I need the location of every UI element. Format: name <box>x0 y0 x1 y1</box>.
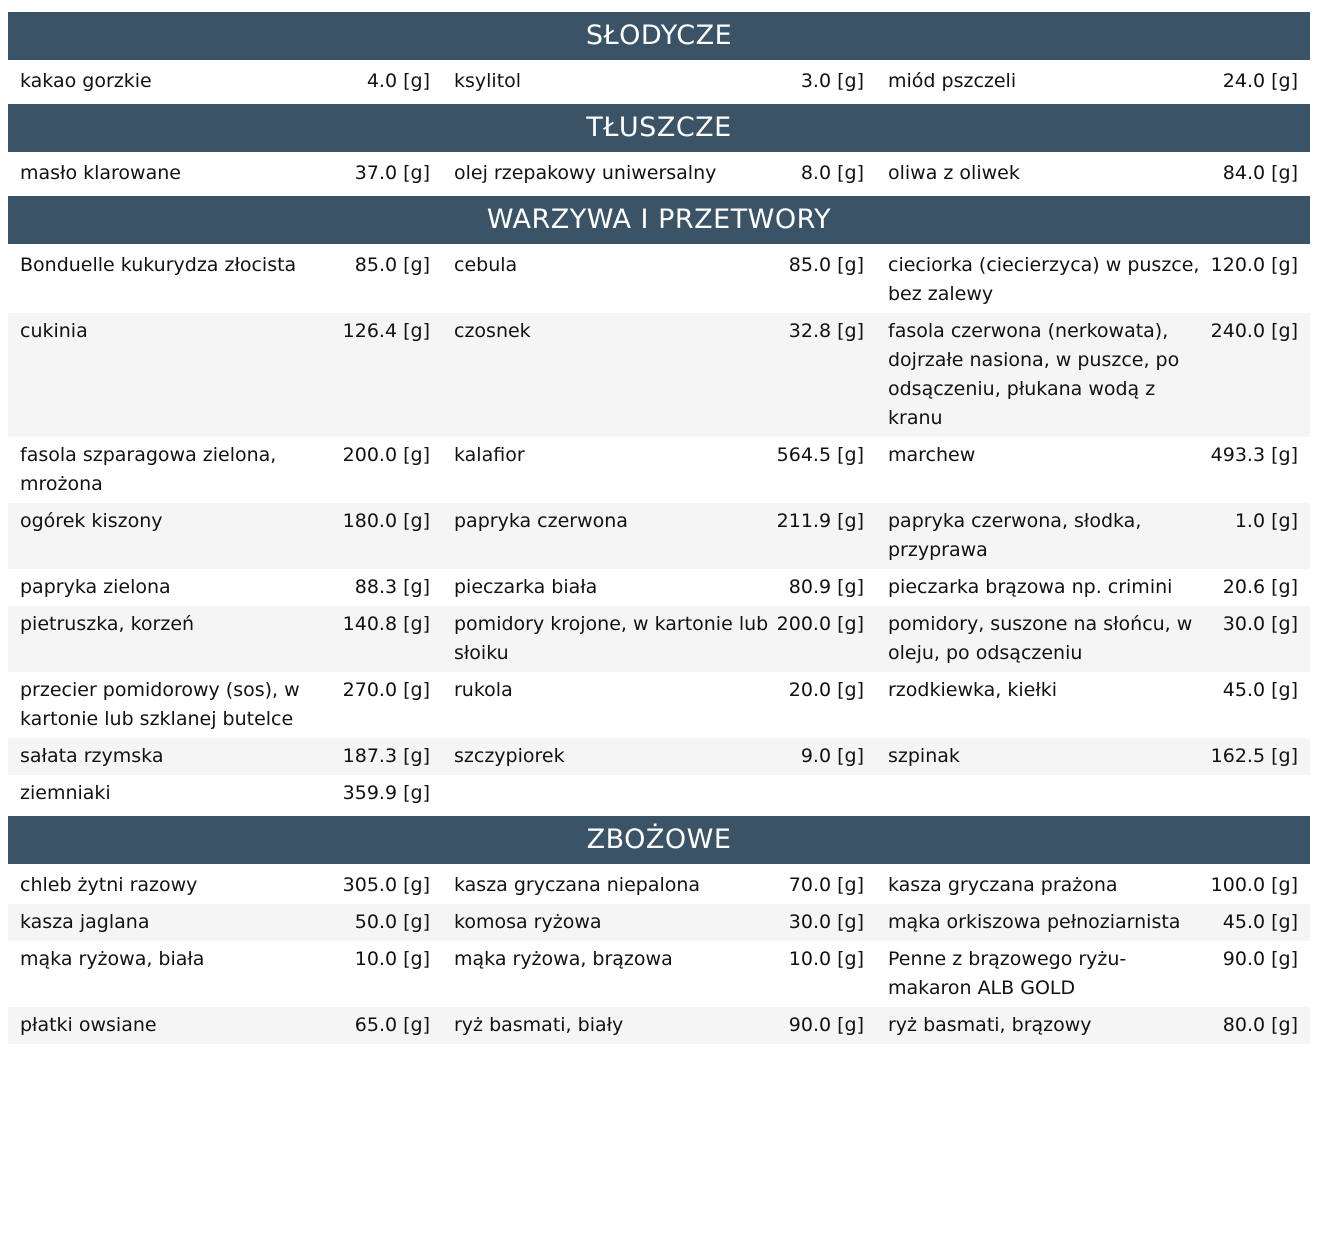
item-name: szczypiorek <box>454 745 565 767</box>
table-row <box>8 672 1310 738</box>
table-row <box>8 606 1310 672</box>
list-item <box>442 775 876 812</box>
table-row <box>8 503 1310 569</box>
item-name: mąka ryżowa, biała <box>20 948 205 970</box>
item-name: kakao gorzkie <box>20 70 152 92</box>
item-quantity: 240.0 [g] <box>1210 320 1298 342</box>
item-name: sałata rzymska <box>20 745 164 767</box>
list-item <box>442 60 876 100</box>
item-name: papryka czerwona <box>454 510 628 532</box>
item-name: cukinia <box>20 320 88 342</box>
list-item <box>442 244 876 313</box>
item-quantity: 85.0 [g] <box>788 254 864 276</box>
item-name: cieciorka (ciecierzyca) w puszce, bez zalewy <box>888 254 1200 305</box>
item-name: pietruszka, korzeń <box>20 613 195 635</box>
item-name: pomidory krojone, w kartonie lub słoiku <box>454 613 769 664</box>
item-name: chleb żytni razowy <box>20 874 198 896</box>
section-header: TŁUSZCZE <box>8 104 1310 152</box>
item-name: olej rzepakowy uniwersalny <box>454 162 717 184</box>
list-item <box>8 606 442 672</box>
list-item <box>876 503 1310 569</box>
table-row <box>8 569 1310 606</box>
item-name: szpinak <box>888 745 960 767</box>
table-row <box>8 941 1310 1007</box>
item-name: płatki owsiane <box>20 1014 157 1036</box>
list-item <box>442 738 876 775</box>
list-item <box>8 60 442 100</box>
item-name: pieczarka brązowa np. crimini <box>888 576 1173 598</box>
list-item <box>8 864 442 904</box>
list-item <box>442 606 876 672</box>
item-name: czosnek <box>454 320 531 342</box>
item-quantity: 45.0 [g] <box>1222 679 1298 701</box>
item-name: Bonduelle kukurydza złocista <box>20 254 297 276</box>
item-quantity: 187.3 [g] <box>342 745 430 767</box>
item-name: ryż basmati, brązowy <box>888 1014 1092 1036</box>
item-quantity: 126.4 [g] <box>342 320 430 342</box>
item-quantity: 162.5 [g] <box>1210 745 1298 767</box>
list-item <box>876 313 1310 437</box>
item-name: ziemniaki <box>20 782 111 804</box>
list-item <box>876 864 1310 904</box>
section-items <box>8 864 1310 1044</box>
item-name: kalafior <box>454 444 525 466</box>
item-name: papryka czerwona, słodka, przyprawa <box>888 510 1142 561</box>
list-item <box>442 941 876 1007</box>
item-name: masło klarowane <box>20 162 181 184</box>
item-quantity: 359.9 [g] <box>342 782 430 804</box>
list-item <box>8 672 442 738</box>
list-item <box>876 60 1310 100</box>
item-quantity: 20.6 [g] <box>1222 576 1298 598</box>
item-name: rukola <box>454 679 513 701</box>
item-quantity: 70.0 [g] <box>788 874 864 896</box>
item-quantity: 493.3 [g] <box>1210 444 1298 466</box>
list-item <box>876 569 1310 606</box>
list-item <box>442 152 876 192</box>
list-item <box>442 864 876 904</box>
list-item <box>876 738 1310 775</box>
item-name: ryż basmati, biały <box>454 1014 624 1036</box>
item-quantity: 88.3 [g] <box>354 576 430 598</box>
item-quantity: 37.0 [g] <box>354 162 430 184</box>
item-name: Penne z brązowego ryżu- makaron ALB GOLD <box>888 948 1127 999</box>
item-quantity: 9.0 [g] <box>800 745 864 767</box>
table-row <box>8 152 1310 192</box>
list-item <box>876 941 1310 1007</box>
item-quantity: 200.0 [g] <box>776 613 864 635</box>
item-quantity: 211.9 [g] <box>776 510 864 532</box>
list-item <box>876 775 1310 812</box>
item-quantity: 100.0 [g] <box>1210 874 1298 896</box>
item-quantity: 32.8 [g] <box>788 320 864 342</box>
list-item <box>876 1007 1310 1044</box>
list-item <box>876 904 1310 941</box>
item-quantity: 180.0 [g] <box>342 510 430 532</box>
item-quantity: 3.0 [g] <box>800 70 864 92</box>
item-quantity: 1.0 [g] <box>1234 510 1298 532</box>
list-item <box>8 941 442 1007</box>
item-quantity: 84.0 [g] <box>1222 162 1298 184</box>
table-row <box>8 313 1310 437</box>
item-name: miód pszczeli <box>888 70 1017 92</box>
table-row <box>8 244 1310 313</box>
list-item <box>8 569 442 606</box>
list-item <box>8 152 442 192</box>
section-items <box>8 60 1310 100</box>
item-name: fasola szparagowa zielona, mrożona <box>20 444 277 495</box>
list-item <box>8 503 442 569</box>
list-item <box>442 1007 876 1044</box>
item-quantity: 45.0 [g] <box>1222 911 1298 933</box>
table-row <box>8 437 1310 503</box>
section-items <box>8 152 1310 192</box>
item-quantity: 10.0 [g] <box>354 948 430 970</box>
item-quantity: 80.9 [g] <box>788 576 864 598</box>
item-name: kasza gryczana prażona <box>888 874 1118 896</box>
list-item <box>876 672 1310 738</box>
list-item <box>8 437 442 503</box>
item-name: pomidory, suszone na słońcu, w oleju, po odsączeniu <box>888 613 1193 664</box>
item-name: fasola czerwona (nerkowata), dojrzałe nasiona, w puszce, po odsączeniu, płukana wodą z kranu <box>888 320 1180 429</box>
item-quantity: 4.0 [g] <box>366 70 430 92</box>
list-item <box>442 503 876 569</box>
list-item <box>876 437 1310 503</box>
item-name: ksylitol <box>454 70 522 92</box>
item-name: cebula <box>454 254 518 276</box>
list-item <box>8 738 442 775</box>
table-row <box>8 775 1310 812</box>
item-name: oliwa z oliwek <box>888 162 1020 184</box>
item-name: ogórek kiszony <box>20 510 163 532</box>
item-quantity: 90.0 [g] <box>788 1014 864 1036</box>
item-quantity: 20.0 [g] <box>788 679 864 701</box>
section-header: SŁODYCZE <box>8 12 1310 60</box>
table-row <box>8 864 1310 904</box>
table-row <box>8 904 1310 941</box>
list-item <box>442 437 876 503</box>
item-name: przecier pomidorowy (sos), w kartonie lub szklanej butelce <box>20 679 300 730</box>
section-header: WARZYWA I PRZETWORY <box>8 196 1310 244</box>
item-quantity: 8.0 [g] <box>800 162 864 184</box>
item-name: marchew <box>888 444 976 466</box>
item-quantity: 10.0 [g] <box>788 948 864 970</box>
list-item <box>8 775 442 812</box>
item-quantity: 120.0 [g] <box>1210 254 1298 276</box>
item-quantity: 65.0 [g] <box>354 1014 430 1036</box>
list-item <box>8 904 442 941</box>
list-item <box>8 1007 442 1044</box>
list-item <box>876 152 1310 192</box>
item-quantity: 90.0 [g] <box>1222 948 1298 970</box>
item-quantity: 30.0 [g] <box>788 911 864 933</box>
list-item <box>442 904 876 941</box>
item-quantity: 140.8 [g] <box>342 613 430 635</box>
item-name: kasza gryczana niepalona <box>454 874 701 896</box>
item-name: pieczarka biała <box>454 576 598 598</box>
table-row <box>8 1007 1310 1044</box>
item-quantity: 85.0 [g] <box>354 254 430 276</box>
item-quantity: 200.0 [g] <box>342 444 430 466</box>
list-item <box>8 244 442 313</box>
item-quantity: 80.0 [g] <box>1222 1014 1298 1036</box>
list-item <box>876 606 1310 672</box>
section-items <box>8 244 1310 812</box>
list-item <box>442 569 876 606</box>
item-quantity: 30.0 [g] <box>1222 613 1298 635</box>
table-row <box>8 738 1310 775</box>
list-item <box>442 672 876 738</box>
item-quantity: 564.5 [g] <box>776 444 864 466</box>
list-item <box>8 313 442 437</box>
list-item <box>442 313 876 437</box>
item-quantity: 270.0 [g] <box>342 679 430 701</box>
item-name: kasza jaglana <box>20 911 150 933</box>
item-name: komosa ryżowa <box>454 911 602 933</box>
shopping-list-sheet <box>8 12 1310 1044</box>
section-header: ZBOŻOWE <box>8 816 1310 864</box>
list-item <box>876 244 1310 313</box>
item-quantity: 24.0 [g] <box>1222 70 1298 92</box>
item-name: papryka zielona <box>20 576 171 598</box>
item-quantity: 305.0 [g] <box>342 874 430 896</box>
item-name: mąka ryżowa, brązowa <box>454 948 673 970</box>
item-quantity: 50.0 [g] <box>354 911 430 933</box>
item-name: rzodkiewka, kiełki <box>888 679 1058 701</box>
table-row <box>8 60 1310 100</box>
item-name: mąka orkiszowa pełnoziarnista <box>888 911 1181 933</box>
